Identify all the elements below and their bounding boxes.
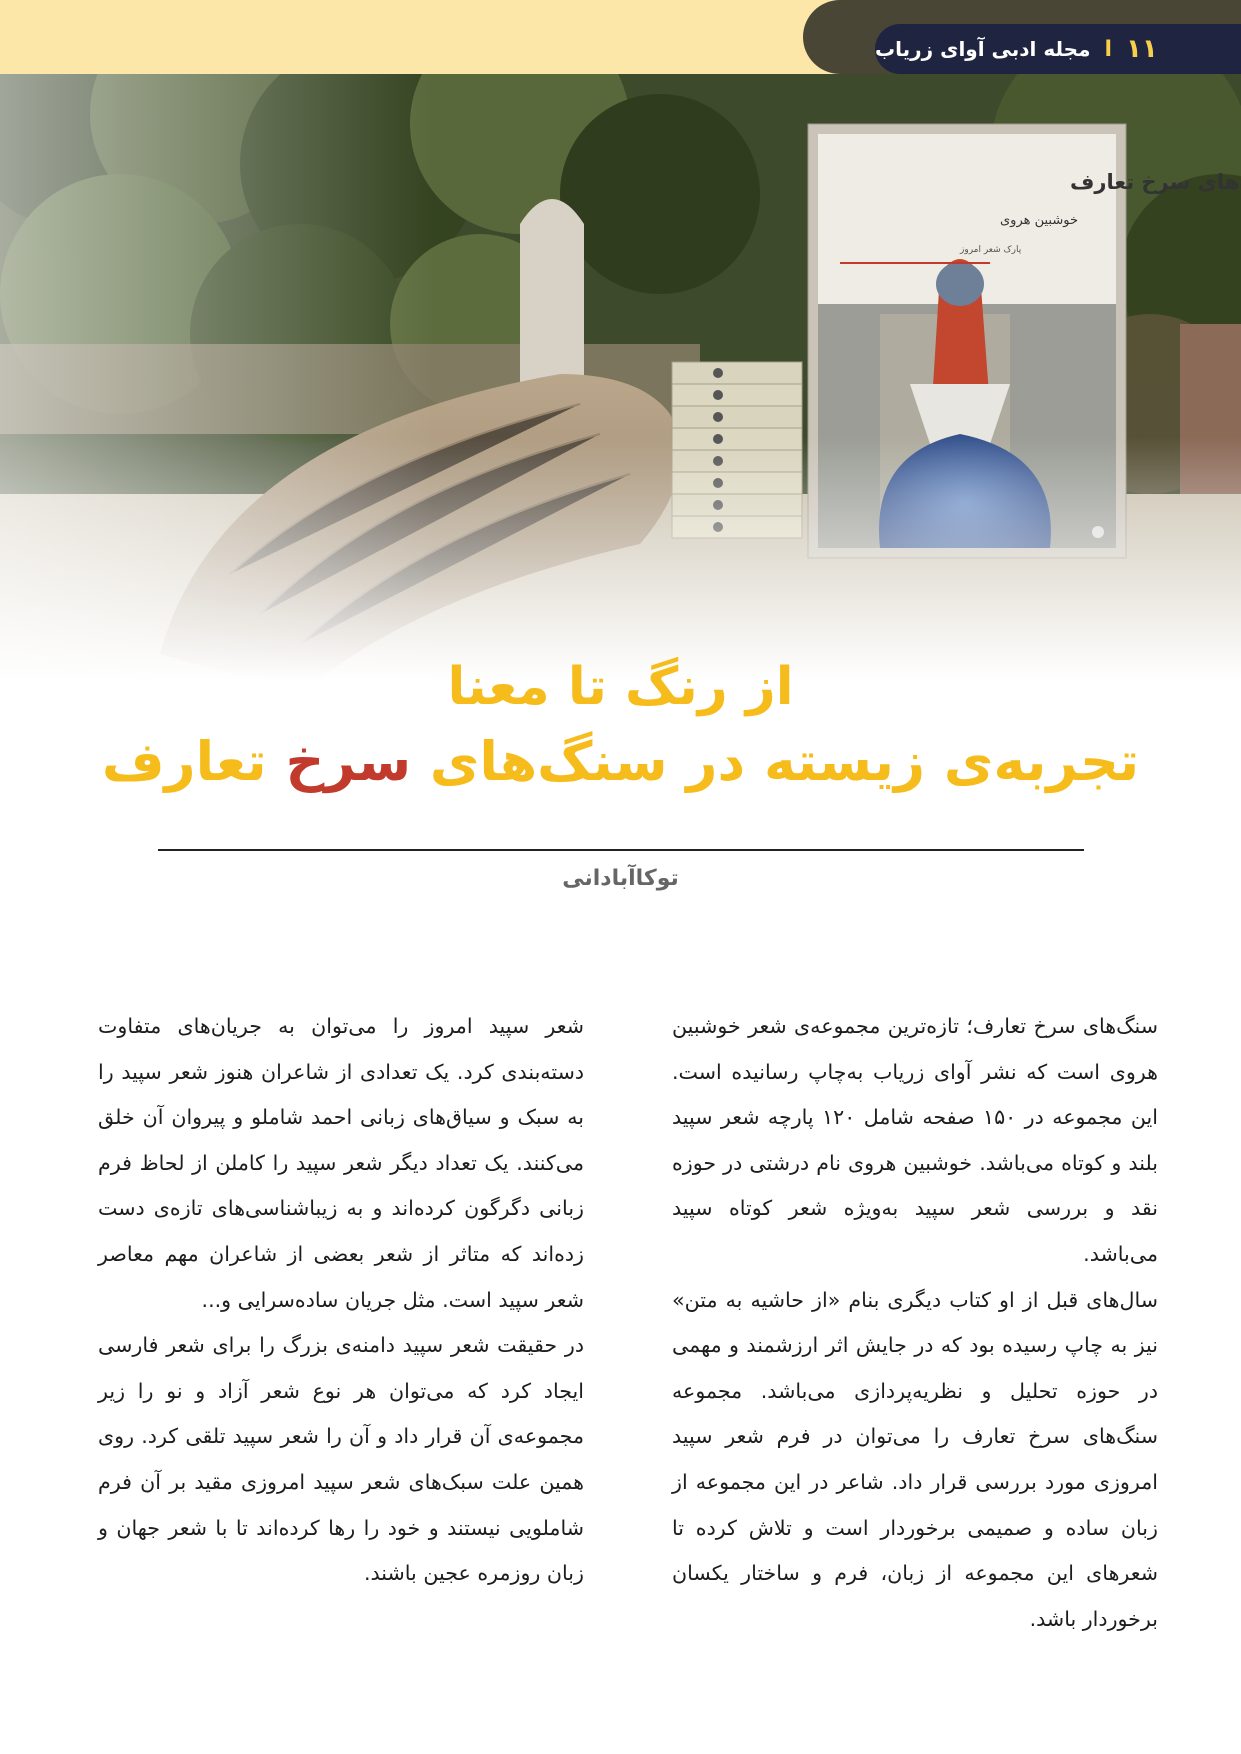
page-number: ۱۱ — [1126, 34, 1158, 64]
paragraph: شعر سپید امروز را می‌توان به جریان‌های متفاوت دسته‌بندی کرد. یک تعدادی از شاعران هنوز شعر سپید را به سبک و سیاق‌های زبانی احمد شاملو و پیروان آن خلق می‌کنند. یک تعداد دیگر شعر سپید را کاملن از لحاظ فرم زبانی دگرگون کرده‌اند و به زیباشناسی‌های تازه‌ی دست زده‌اند که متاثر از شعر بعضی از شاعران مهم معاصر شعر سپید است. مثل جریان ساده‌سرایی و... — [98, 1014, 584, 1312]
title-line-2-suffix: تعارف — [101, 730, 267, 793]
paragraph: سال‌های قبل از او کتاب دیگری بنام «از حاشیه به متن» نیز به چاپ رسیده بود که در جایش اثر ارزشمند و مهمی در حوزه تحلیل و نظریه‌پردازی می‌باشد. مجموعه سنگ‌های سرخ تعارف را می‌توان در فرم شعر سپید امروزی مورد بررسی قرار داد. شاعر در این مجموعه از زبان ساده و صمیمی برخوردار است و تلاش کرده تا شعرهای این مجموعه از زبان، فرم و ساختار یکسان برخوردار باشد. — [672, 1287, 1158, 1631]
title-line-1: از رنگ تا معنا — [447, 657, 794, 717]
header-separator: ا — [1104, 36, 1113, 62]
magazine-name: مجله ادبی آوای زریاب — [875, 37, 1091, 61]
header-tab — [875, 24, 1241, 74]
article-author: توکاآبادانی — [562, 866, 679, 891]
title-line-2-prefix: تجربه‌ی زیسته در سنگ‌های — [429, 730, 1140, 793]
title-line-2 — [0, 722, 1241, 802]
title-line-2-accent: سرخ — [285, 730, 412, 793]
article-title — [0, 652, 1241, 802]
title-divider — [158, 849, 1084, 851]
paragraph: سنگ‌های سرخ تعارف؛ تازه‌ترین مجموعه‌ی شعر خوشبین هروی است که نشر آوای زریاب به‌چاپ رسانیده است. این مجموعه در ۱۵۰ صفحه شامل ۱۲۰ پارچه شعر سپید بلند و کوتاه می‌باشد. خوشبین هروی نام درشتی در حوزه نقد و بررسی شعر سپید به‌ویژه شعر کوتاه سپید می‌باشد. — [672, 1014, 1158, 1266]
hero-photo — [0, 74, 1241, 734]
paragraph: در حقیقت شعر سپید دامنه‌ی بزرگ را برای شعر فارسی ایجاد کرد که می‌توان هر نوع شعر آزاد و نو را زیر مجموعه‌ی آن قرار داد و آن را شعر سپید تلقی کرد. روی همین علت سبک‌های شعر سپید امروزی مقید بر آن فرم شاملویی نیستند و خود را رها کرده‌اند تا با شعر جهان و زبان روزمره عجین باشند. — [98, 1333, 584, 1586]
body-column-right — [672, 1004, 1158, 1642]
body-column-left — [98, 1004, 584, 1597]
